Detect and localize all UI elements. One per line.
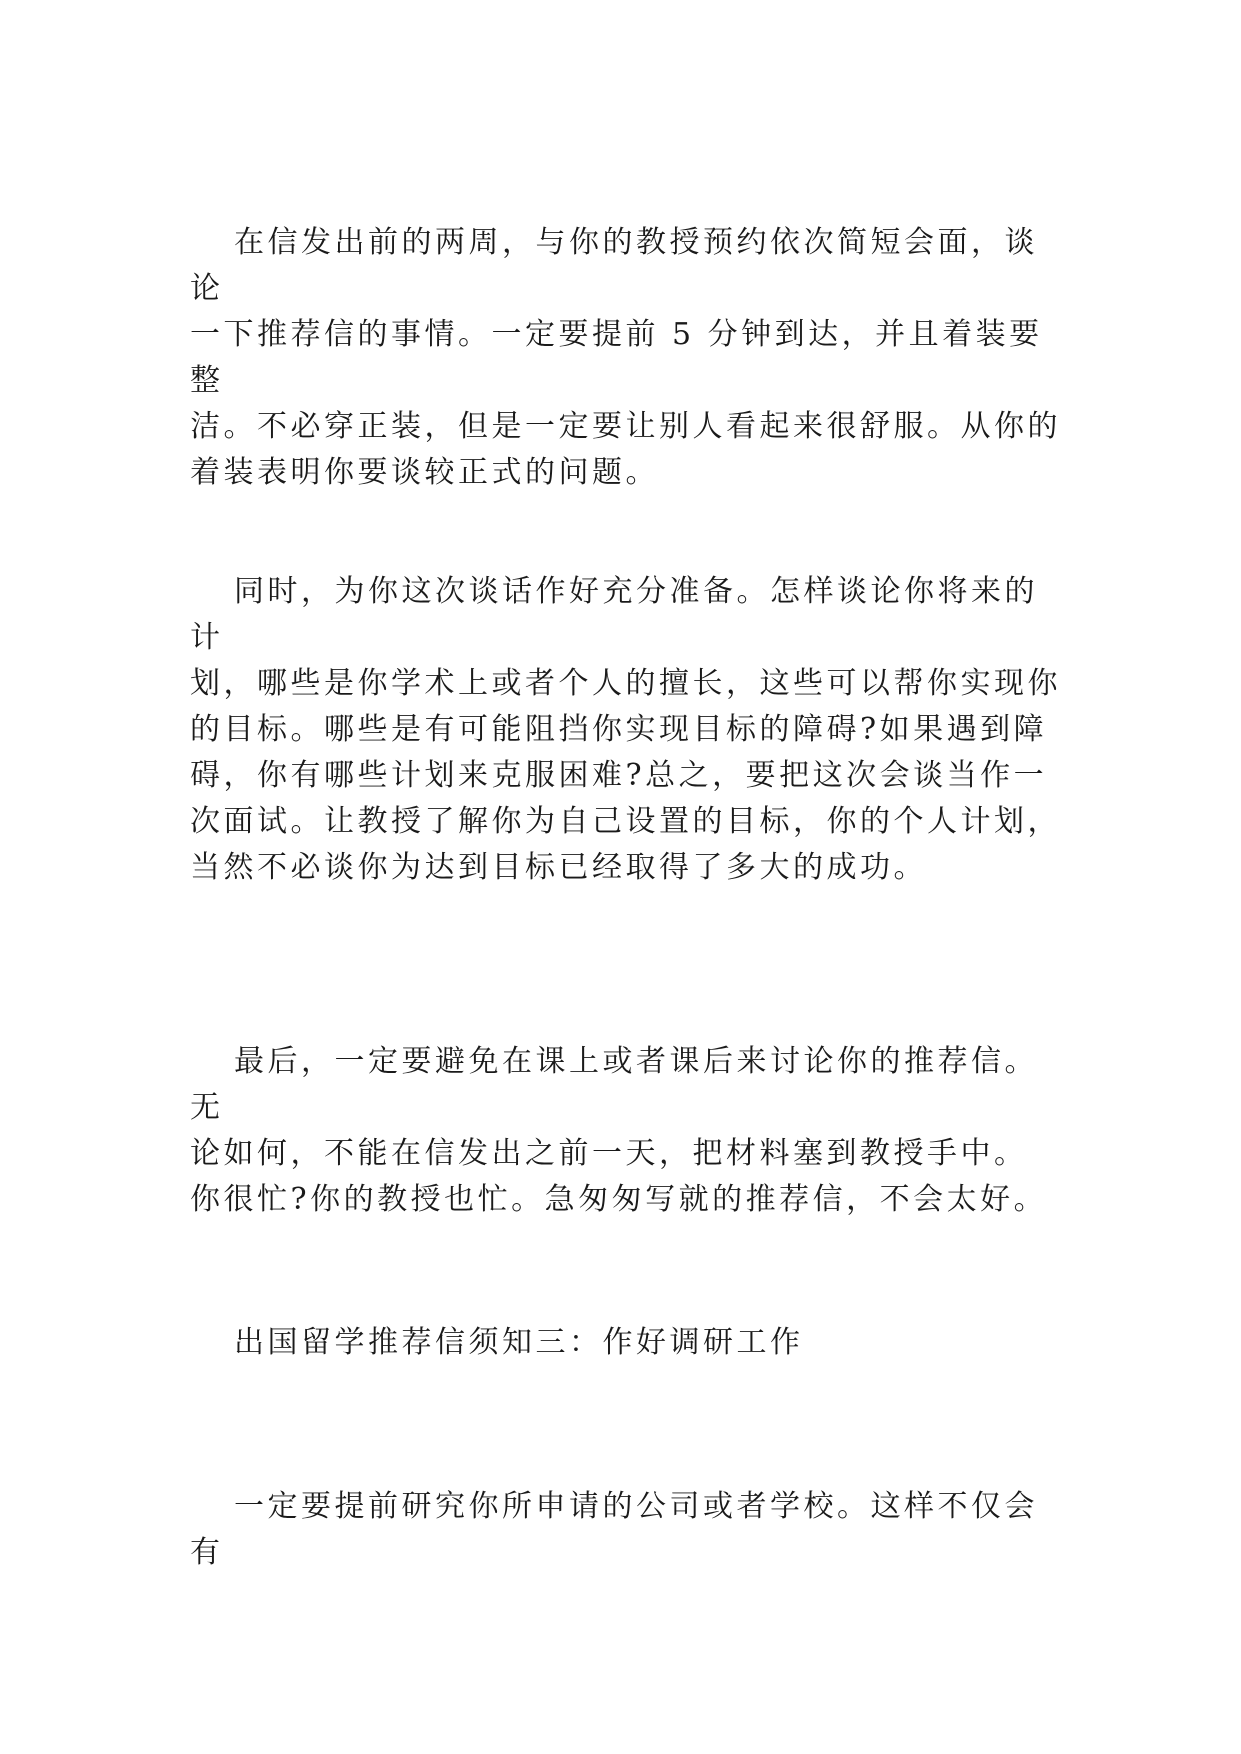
paragraph-research: 一定要提前研究你所申请的公司或者学校。这样不仅会有 — [190, 1489, 1038, 1570]
section-heading: 出国留学推荐信须知三：作好调研工作 — [234, 1325, 804, 1360]
paragraph-prepare-conversation: 同时，为你这次谈话作好充分准备。怎样谈论你将来的计 划，哪些是你学术上或者个人的擅长，这些可以帮你实现你 的目标。哪些是有可能阻挡你实现目标的障碍?如果遇到障 碍，你有哪些计划来克服困难?总之，要把这次会谈当作一 次面试。让教授了解你为自己设置的目标，你的个人计划， 当然不必谈你为达到目标已经取得了多大的成功。 — [190, 574, 1061, 885]
paragraph-avoid-last-minute: 最后，一定要避免在课上或者课后来讨论你的推荐信。无 论如何，不能在信发出之前一天，把材料塞到教授手中。 你很忙?你的教授也忙。急匆匆写就的推荐信，不会太好。 — [190, 1044, 1048, 1217]
paragraph-meeting-professor: 在信发出前的两周，与你的教授预约依次简短会面，谈论 一下推荐信的事情。一定要提前 5 分钟到达，并且着装要整 洁。不必穿正装，但是一定要让别人看起来很舒服。从你的 着装表明你要谈较正式的问题。 — [190, 225, 1061, 490]
